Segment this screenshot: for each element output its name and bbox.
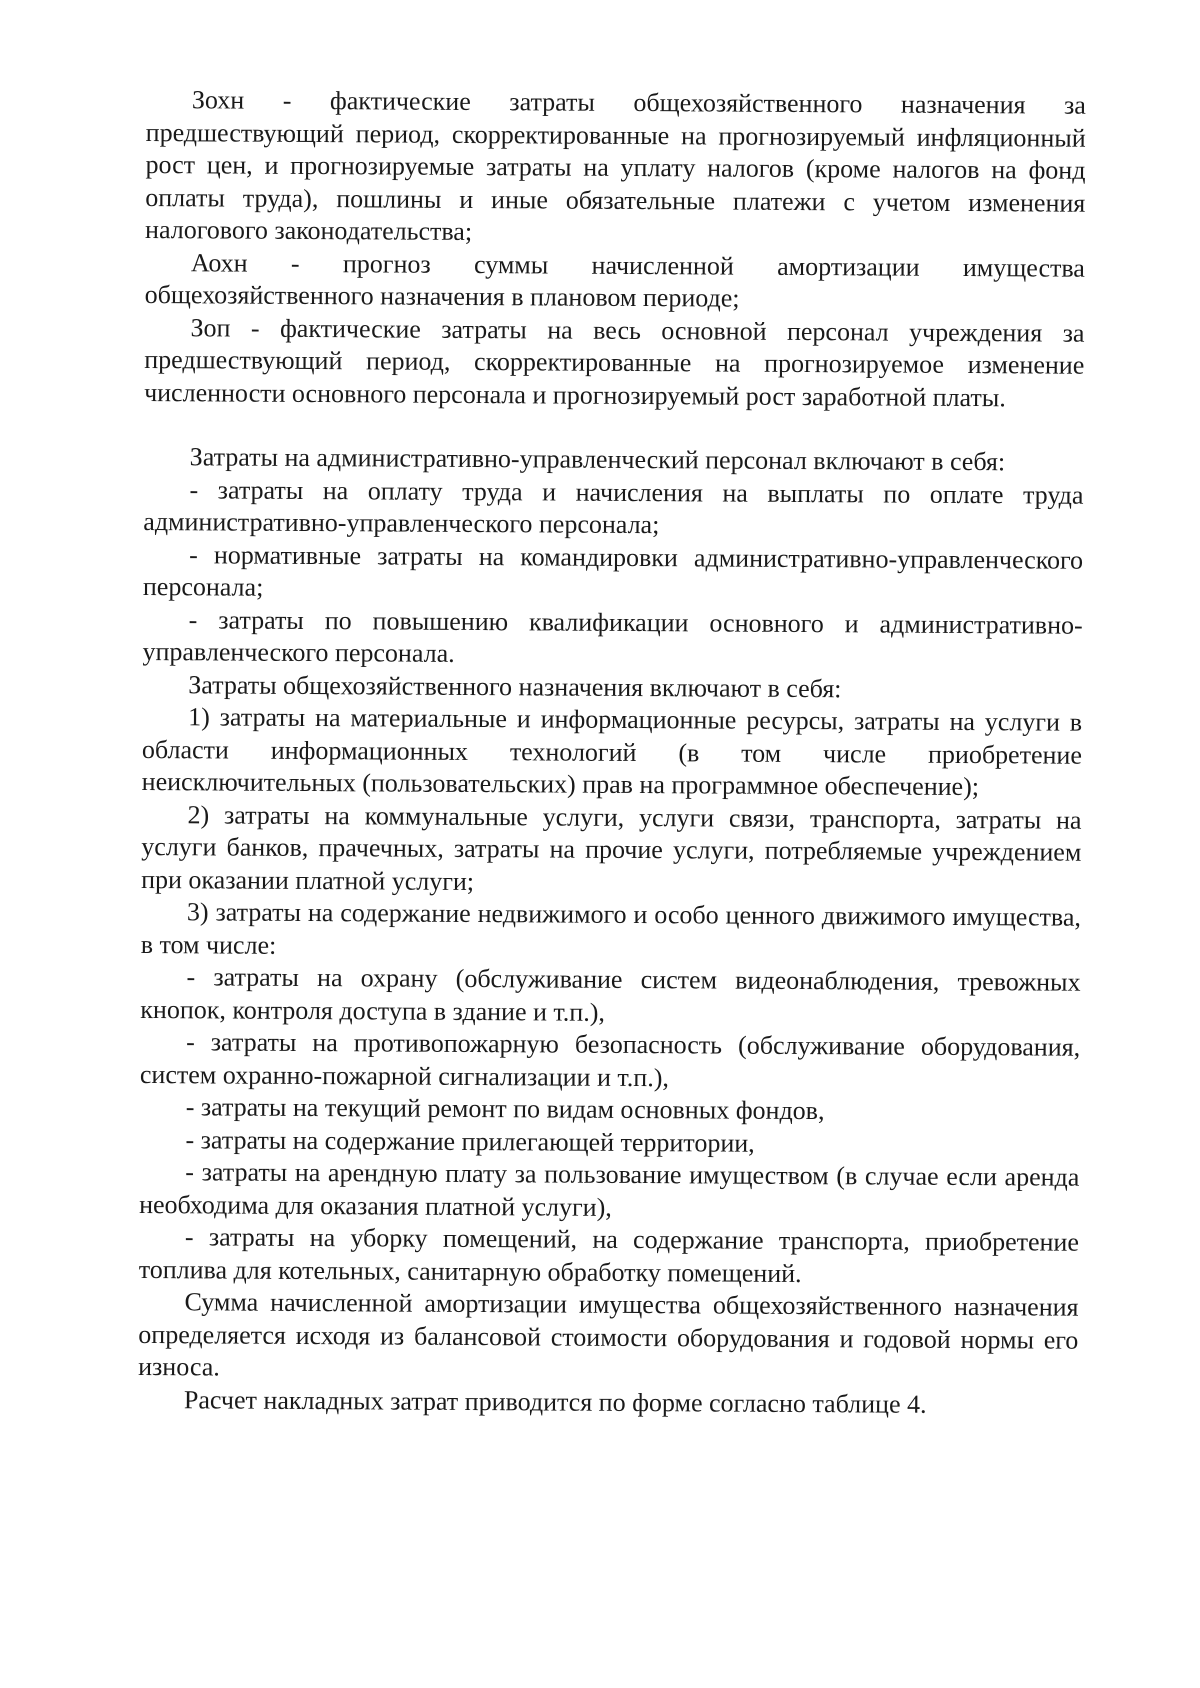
paragraph-sub-item-repair: - затраты на текущий ремонт по видам основных фондов, bbox=[185, 1092, 825, 1126]
paragraph-sub-item-security: - затраты на охрану (обслуживание систем видеонаблюдения, тревожных кнопок, контроля доступа в здание и т.п.), bbox=[140, 962, 1081, 1027]
paragraph-general-item-1: 1) затраты на материальные и информационные ресурсы, затраты на услуги в области информационных технологий (в том числе приобретение неисключительных (пользовательских) прав на программное обеспечение); bbox=[141, 702, 1083, 802]
paragraph-general-item-3: 3) затраты на содержание недвижимого и особо ценного движимого имущества, в том числе: bbox=[140, 897, 1082, 960]
document-page bbox=[138, 84, 1086, 1422]
paragraph-sub-item-territory: - затраты на содержание прилегающей территории, bbox=[185, 1124, 755, 1158]
paragraph-depreciation: Сумма начисленной амортизации имущества общехозяйственного назначения определяется исходя из балансовой стоимости оборудования и годовой нормы его износа. bbox=[138, 1287, 1079, 1382]
paragraph-sub-item-fire-safety: - затраты на противопожарную безопасность (обслуживание оборудования, систем охранно-пожарной сигнализации и т.п.), bbox=[139, 1027, 1081, 1092]
paragraph-zohn-definition: Зохн - фактические затраты общехозяйственного назначения за предшествующий период, скорректированные на прогнозируемый инфляционный рост цен, и прогнозируемые затраты на уплату налогов (кроме налогов на фонд оплаты труда), пошлины и иные обязательные платежи с учетом изменения налогового законодательства; bbox=[145, 85, 1086, 246]
paragraph-general-item-2: 2) затраты на коммунальные услуги, услуги связи, транспорта, затраты на услуги банков, прачечных, затраты на прочие услуги, потребляемые учреждением при оказании платной услуги; bbox=[141, 799, 1082, 896]
paragraph-aup-costs-intro: Затраты на административно-управленческий персонал включают в себя: bbox=[189, 442, 1006, 477]
paragraph-aup-item-3: - затраты по повышению квалификации основного и административно-управленческого персонала. bbox=[142, 604, 1083, 668]
paragraph-sub-item-cleaning: - затраты на уборку помещений, на содержание транспорта, приобретение топлива для котельных, санитарную обработку помещений. bbox=[138, 1222, 1080, 1288]
paragraph-sub-item-rent: - затраты на арендную плату за пользование имуществом (в случае если аренда необходима для оказания платной услуги), bbox=[139, 1157, 1080, 1222]
paragraph-aup-item-2: - нормативные затраты на командировки административно-управленческого персонала; bbox=[142, 539, 1084, 602]
paragraph-zop-definition: Зоп - фактические затраты на весь основной персонал учреждения за предшествующий период, скорректированные на прогнозируемое изменение численности основного персонала и прогнозируемый рост заработной платы. bbox=[144, 312, 1085, 412]
paragraph-general-costs-intro: Затраты общехозяйственного назначения включают в себя: bbox=[188, 669, 842, 703]
paragraph-aohn-definition: Аохн - прогноз суммы начисленной амортизации имущества общехозяйственного назначения в плановом периоде; bbox=[144, 247, 1085, 313]
paragraph-aup-item-1: - затраты на оплату труда и начисления на выплаты по оплате труда административно-управленческого персонала; bbox=[143, 474, 1084, 540]
paragraph-table-reference: Расчет накладных затрат приводится по форме согласно таблице 4. bbox=[183, 1384, 927, 1419]
